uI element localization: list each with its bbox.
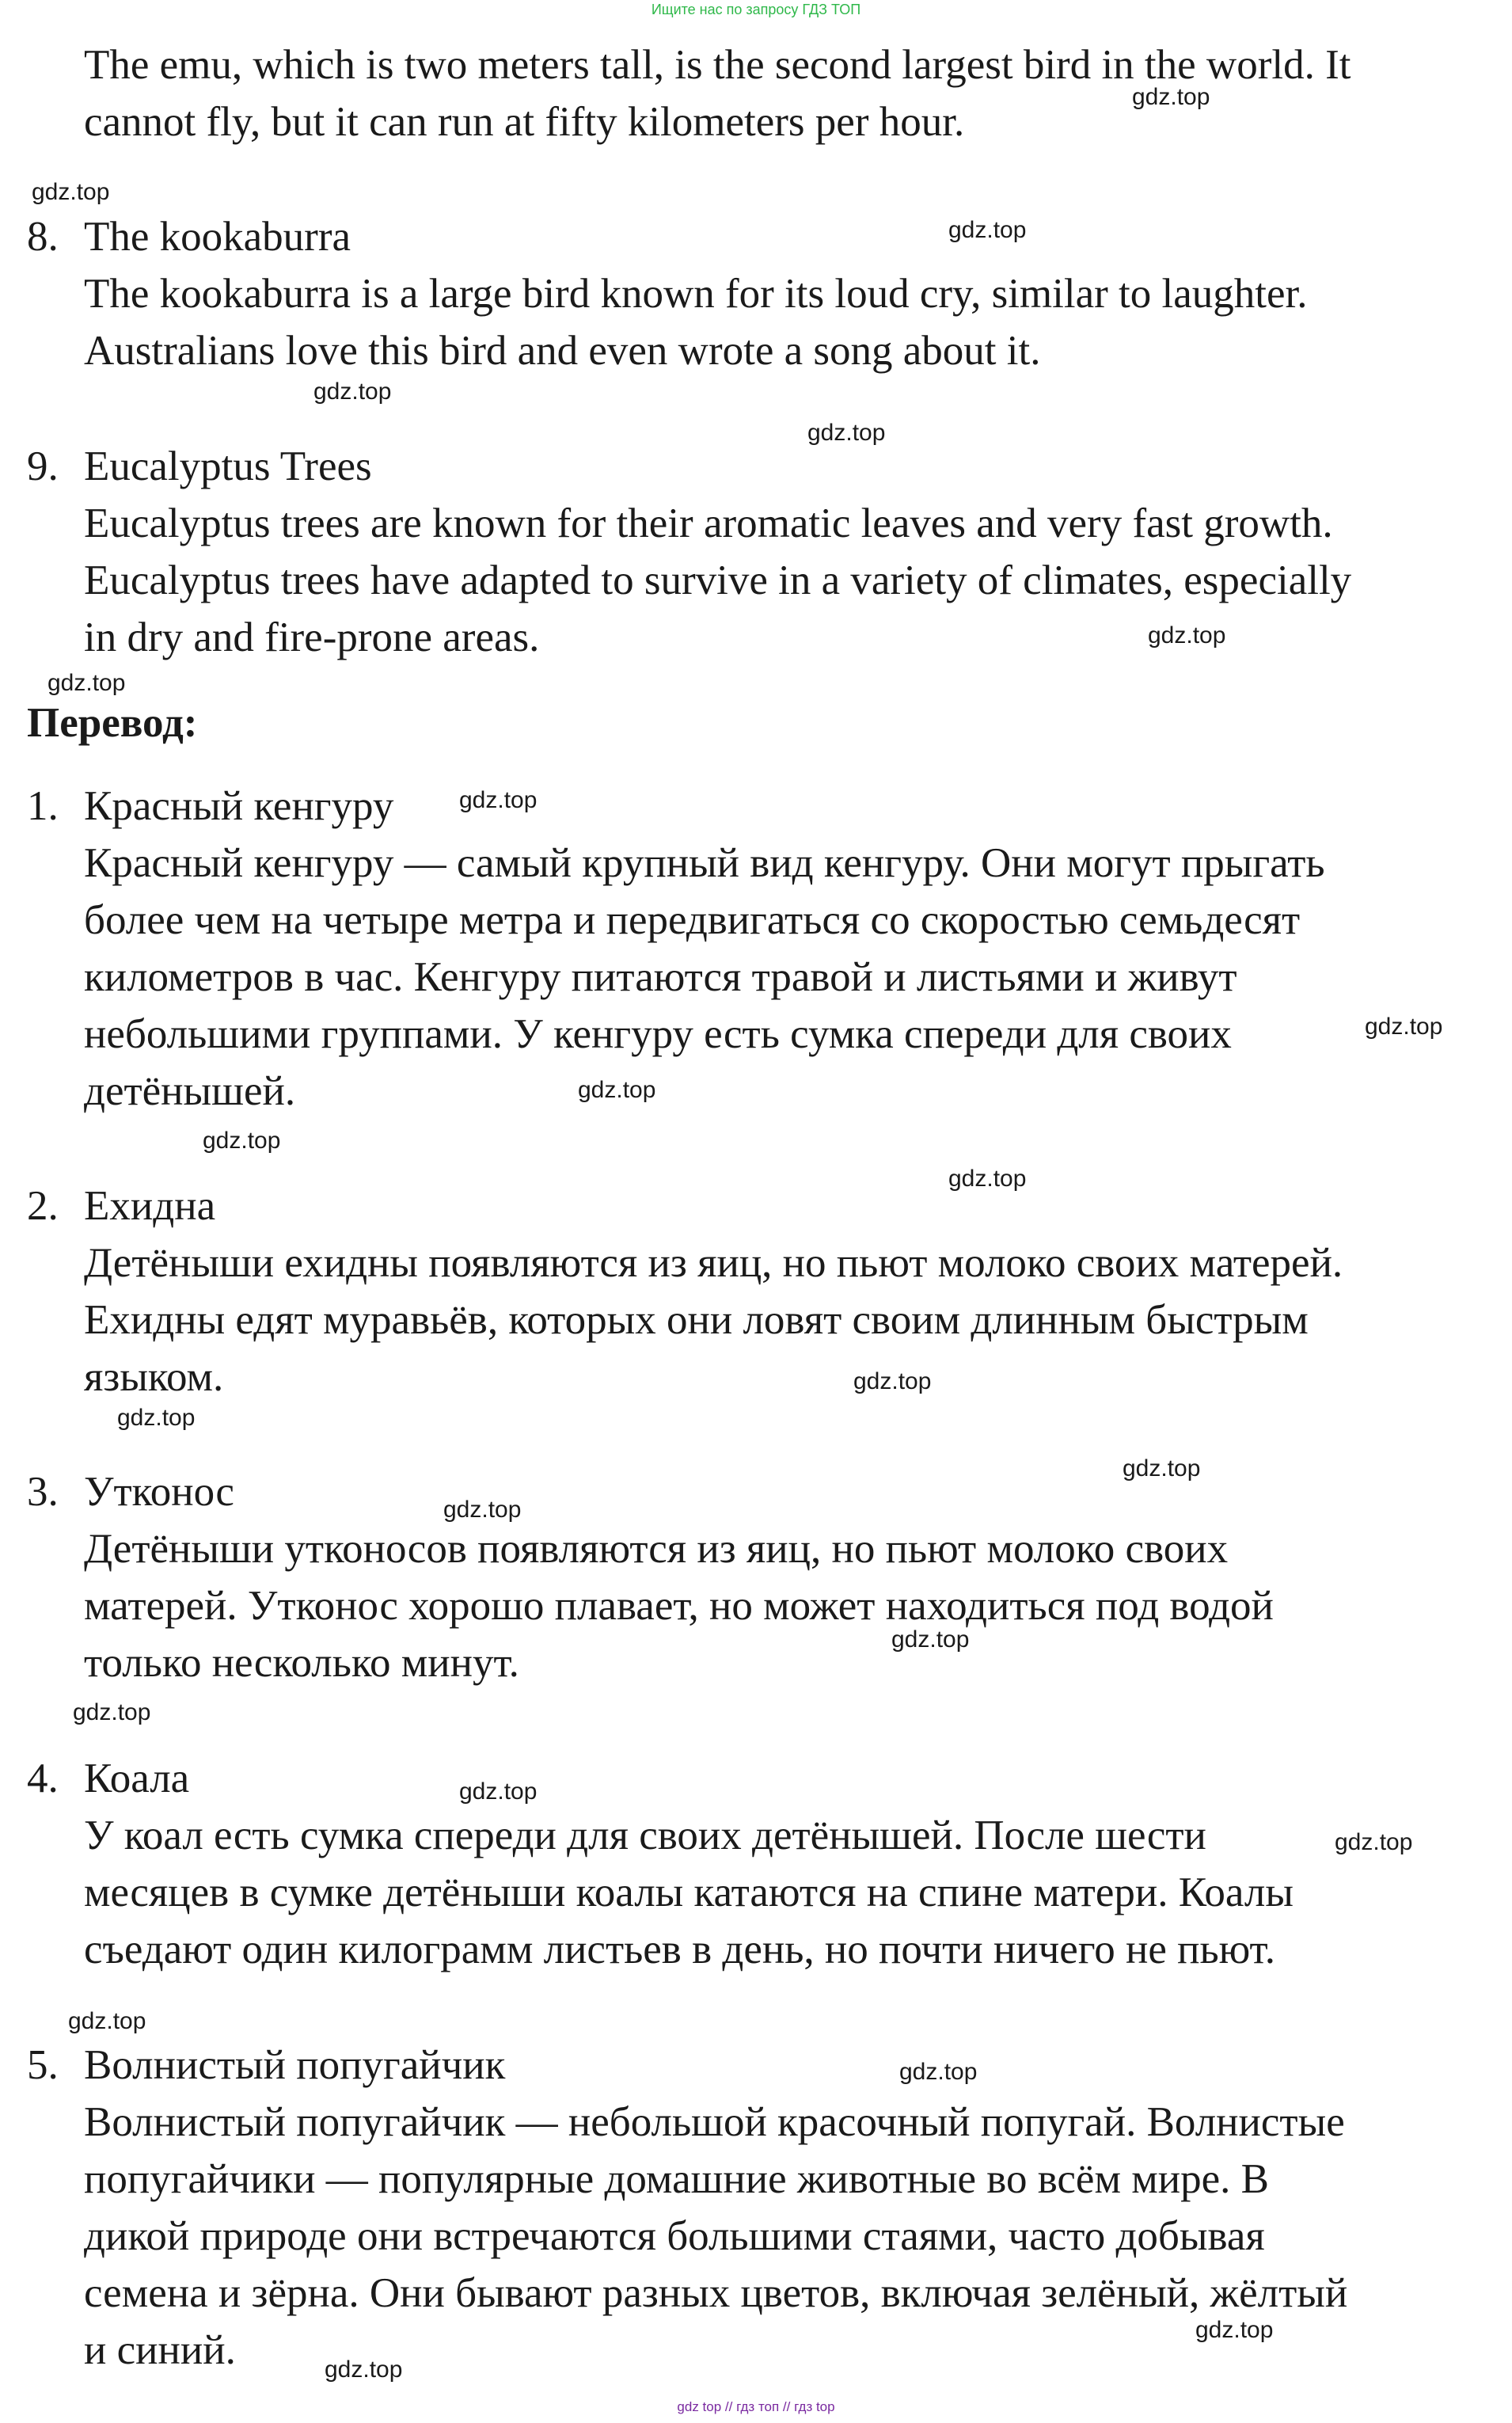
item-8-number: 8. — [27, 214, 59, 260]
ru-item-1-line-4: небольшими группами. У кенгуру есть сумка спереди для своих — [84, 1011, 1232, 1057]
watermark: gdz.top — [1148, 622, 1226, 649]
ru-item-2-line-3: языком. — [84, 1354, 224, 1400]
ru-item-5-title: Волнистый попугайчик — [84, 2042, 506, 2088]
ru-item-1-line-3: километров в час. Кенгуру питаются травой и листьями и живут — [84, 954, 1237, 1000]
item-9-line-1: Eucalyptus trees are known for their aromatic leaves and very fast growth. — [84, 500, 1333, 546]
ru-item-5-line-5: и синий. — [84, 2327, 236, 2373]
footer-watermark: gdz top // гдз топ // гдз top — [677, 2399, 835, 2414]
emu-line-2: cannot fly, but it can run at fifty kilometers per hour. — [84, 99, 965, 145]
ru-item-3-number: 3. — [27, 1469, 59, 1515]
watermark: gdz.top — [203, 1128, 281, 1154]
ru-item-2-number: 2. — [27, 1183, 59, 1229]
watermark: gdz.top — [1195, 2317, 1274, 2343]
item-9-line-3: in dry and fire-prone areas. — [84, 614, 540, 660]
watermark: gdz.top — [73, 1699, 151, 1725]
watermark: gdz.top — [578, 1077, 656, 1103]
watermark: gdz.top — [32, 179, 110, 205]
ru-item-3-line-1: Детёныши утконосов появляются из яиц, но пьют молоко своих — [84, 1526, 1229, 1572]
ru-item-3-line-3: только несколько минут. — [84, 1640, 519, 1686]
ru-item-4-number: 4. — [27, 1755, 59, 1801]
ru-item-2-title: Ехидна — [84, 1183, 216, 1229]
ru-item-3-line-2: матерей. Утконос хорошо плавает, но может находиться под водой — [84, 1583, 1274, 1629]
ru-item-2-line-1: Детёныши ехидны появляются из яиц, но пьют молоко своих матерей. — [84, 1240, 1343, 1286]
watermark: gdz.top — [47, 670, 126, 696]
ru-item-5-number: 5. — [27, 2042, 59, 2088]
watermark: gdz.top — [899, 2059, 978, 2085]
ru-item-2-line-2: Ехидны едят муравьёв, которых они ловят своим длинным быстрым — [84, 1297, 1309, 1343]
watermark: gdz.top — [325, 2356, 403, 2383]
ru-item-5-line-1: Волнистый попугайчик — небольшой красочный попугай. Волнистые — [84, 2099, 1345, 2145]
ru-item-1-line-5: детёнышей. — [84, 1068, 296, 1114]
watermark: gdz.top — [313, 378, 392, 405]
watermark: gdz.top — [1335, 1829, 1413, 1855]
watermark: gdz.top — [948, 1166, 1027, 1192]
top-banner: Ищите нас по запросу ГДЗ ТОП — [651, 2, 861, 17]
item-9-number: 9. — [27, 443, 59, 489]
ru-item-1-line-2: более чем на четыре метра и передвигаться со скоростью семьдесят — [84, 897, 1301, 943]
ru-item-5-line-4: семена и зёрна. Они бывают разных цветов, включая зелёный, жёлтый — [84, 2270, 1348, 2316]
ru-item-5-line-3: дикой природе они встречаются большими стаями, часто добывая — [84, 2213, 1265, 2259]
ru-item-4-title: Коала — [84, 1755, 190, 1801]
ru-item-4-line-2: месяцев в сумке детёныши коалы катаются на спине матери. Коалы — [84, 1870, 1294, 1915]
watermark: gdz.top — [459, 787, 538, 813]
ru-item-1-number: 1. — [27, 783, 59, 829]
translation-heading: Перевод: — [27, 700, 198, 746]
watermark: gdz.top — [1132, 84, 1210, 110]
item-9-title: Eucalyptus Trees — [84, 443, 372, 489]
watermark: gdz.top — [459, 1778, 538, 1805]
watermark: gdz.top — [853, 1368, 932, 1394]
watermark: gdz.top — [68, 2008, 146, 2034]
watermark: gdz.top — [948, 217, 1027, 243]
ru-item-5-line-2: попугайчики — популярные домашние животные во всём мире. В — [84, 2156, 1270, 2202]
watermark: gdz.top — [443, 1497, 522, 1523]
ru-item-4-line-1: У коал есть сумка спереди для своих детёнышей. После шести — [84, 1812, 1206, 1858]
ru-item-1-line-1: Красный кенгуру — самый крупный вид кенгуру. Они могут прыгать — [84, 840, 1325, 886]
ru-item-4-line-3: съедают один килограмм листьев в день, но почти ничего не пьют. — [84, 1927, 1275, 1972]
item-8-title: The kookaburra — [84, 214, 351, 260]
watermark: gdz.top — [117, 1405, 196, 1431]
emu-line-1: The emu, which is two meters tall, is the second largest bird in the world. It — [84, 42, 1351, 88]
watermark: gdz.top — [891, 1626, 970, 1653]
item-9-line-2: Eucalyptus trees have adapted to survive in a variety of climates, especially — [84, 557, 1352, 603]
watermark: gdz.top — [1123, 1455, 1201, 1482]
item-8-line-2: Australians love this bird and even wrote a song about it. — [84, 328, 1041, 374]
ru-item-1-title: Красный кенгуру — [84, 783, 394, 829]
watermark: gdz.top — [1365, 1014, 1443, 1040]
item-8-line-1: The kookaburra is a large bird known for its loud cry, similar to laughter. — [84, 271, 1308, 317]
ru-item-3-title: Утконос — [84, 1469, 234, 1515]
watermark: gdz.top — [807, 420, 886, 446]
